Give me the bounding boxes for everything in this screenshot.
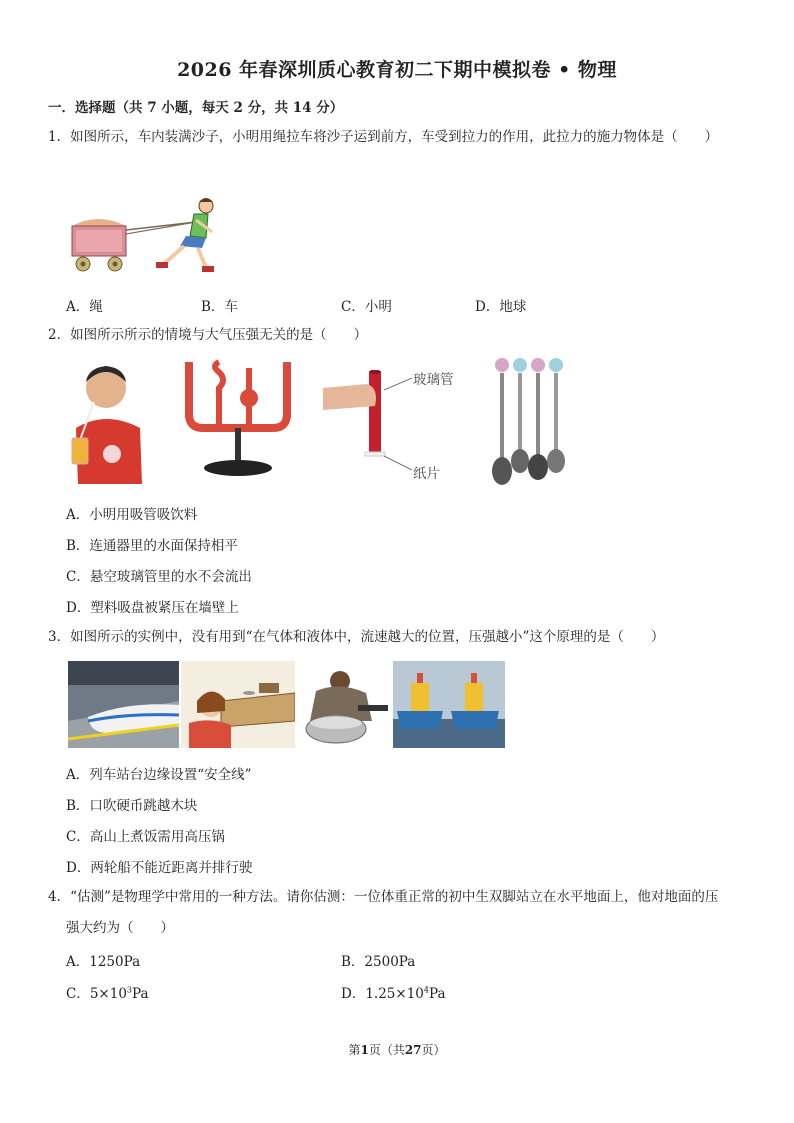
- q4-option-d-text: D．1.25×10: [341, 986, 424, 1002]
- footer-page-number: 1: [360, 1043, 369, 1057]
- q4-option-c-text: C．5×10: [66, 986, 127, 1002]
- footer-prefix: 第: [348, 1043, 361, 1057]
- q2-option-c[interactable]: C．悬空玻璃管里的水不会流出: [66, 569, 252, 585]
- question-4-stem-line1: “估测”是物理学中常用的一种方法。请你估测：一位体重正常的初中生双脚站立在水平地面上，他对地面的压: [70, 889, 719, 905]
- question-1-stem: 如图所示，车内装满沙子，小明用绳拉车将沙子运到前方，车受到拉力的作用，此拉力的施力物体是（ ）: [70, 129, 719, 145]
- q4-option-b-text: B．2500Pa: [341, 954, 416, 970]
- q3-option-c[interactable]: C．高山上煮饭需用高压锅: [66, 829, 225, 845]
- paper-card-label: 纸片: [413, 466, 440, 482]
- question-4-number: 4．: [48, 889, 71, 905]
- q4-option-a[interactable]: [66, 950, 140, 970]
- q3-option-a[interactable]: A．列车站台边缘设置“安全线”: [66, 767, 252, 783]
- q1-option-a[interactable]: A．绳: [66, 299, 103, 315]
- q3-option-d[interactable]: D．两轮船不能近距离并排行驶: [66, 860, 253, 876]
- q4-option-b[interactable]: [341, 950, 415, 970]
- q4-option-d[interactable]: [341, 982, 446, 1002]
- glass-tube-label: 玻璃管: [413, 372, 454, 388]
- q4-option-d-exponent: 4: [423, 985, 429, 995]
- footer-mid: 页（共: [368, 1043, 405, 1057]
- page-title: 2026 年春深圳质心教育初二下期中模拟卷 • 物理: [177, 59, 617, 81]
- q4-option-c[interactable]: [66, 982, 149, 1002]
- question-2: [48, 325, 367, 345]
- question-3: [48, 627, 664, 647]
- question-1: [48, 127, 718, 147]
- q1-option-b[interactable]: B．车: [201, 299, 238, 315]
- pressure-cooker-photo: [296, 661, 391, 748]
- train-station-photo: [68, 661, 179, 748]
- figure-leader-lines: [380, 370, 416, 480]
- coin-jump-illustration: [181, 661, 295, 748]
- q1-option-d[interactable]: D．地球: [475, 299, 527, 315]
- page-footer: [0, 1041, 794, 1058]
- q4-option-c-exponent: 3: [126, 985, 133, 995]
- question-2-stem: 如图所示所示的情境与大气压强无关的是（ ）: [70, 327, 368, 343]
- footer-total-pages: 27: [404, 1043, 422, 1057]
- question-4-stem-line2: 强大约为（ ）: [66, 920, 174, 936]
- suction-cup-utensils-photo: [488, 355, 573, 488]
- q2-option-a[interactable]: A．小明用吸管吸饮料: [66, 507, 198, 523]
- two-ships-photo: [393, 661, 505, 748]
- section-heading: 一．选择题（共 7 小题，每天 2 分，共 14 分）: [48, 100, 344, 116]
- boy-drinking-straw-photo: [66, 358, 146, 484]
- cart-pulling-figure: [68, 192, 222, 276]
- question-2-number: 2．: [48, 327, 71, 343]
- q1-option-c[interactable]: C．小明: [341, 299, 392, 315]
- question-1-number: 1．: [48, 129, 71, 145]
- question-3-number: 3．: [48, 629, 71, 645]
- footer-suffix: 页）: [421, 1043, 446, 1057]
- question-4: [48, 887, 718, 907]
- question-3-stem: 如图所示的实例中，没有用到“在气体和液体中，流速越大的位置，压强越小”这个原理的是（ ）: [70, 629, 665, 645]
- q3-option-b[interactable]: B．口吹硬币跳越木块: [66, 798, 198, 814]
- q2-option-d[interactable]: D．塑料吸盘被紧压在墙壁上: [66, 600, 239, 616]
- q4-option-a-text: A．1250Pa: [66, 954, 141, 970]
- q4-option-c-unit: Pa: [132, 986, 149, 1002]
- connected-vessel-photo: [179, 358, 297, 480]
- q2-option-b[interactable]: B．连通器里的水面保持相平: [66, 538, 238, 554]
- q4-option-d-unit: Pa: [428, 986, 446, 1002]
